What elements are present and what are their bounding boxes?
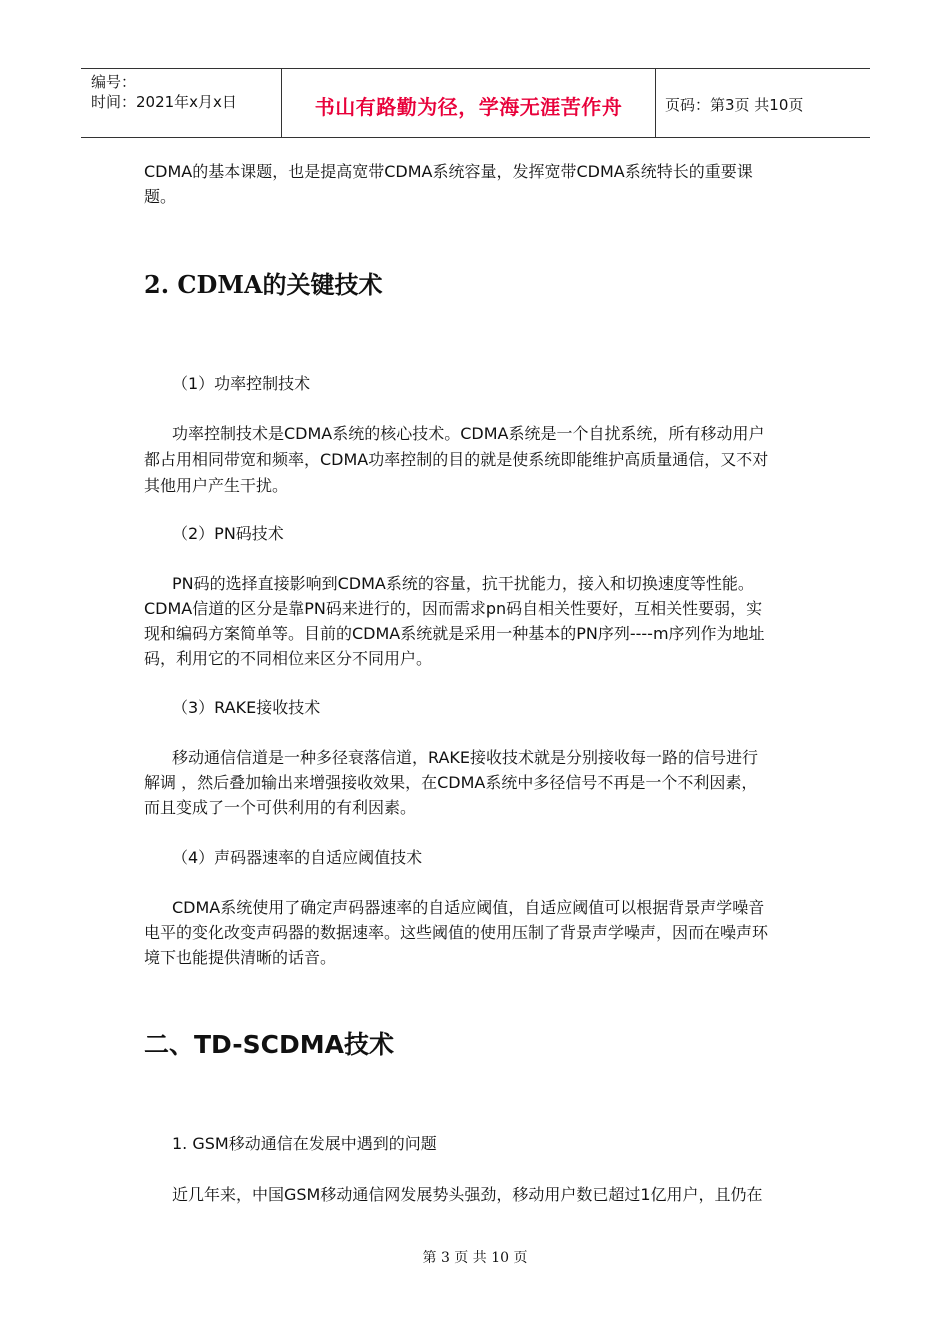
time-label: 时间：2021年x月x日 (91, 93, 237, 111)
paragraph-line: 解调 ，然后叠加输出来增强接收效果，在CDMA系统中多径信号不再是一个不利因素， (144, 773, 758, 792)
paragraph-line: CDMA系统使用了确定声码器速率的自适应阈值，自适应阈值可以根据背景声学噪音 (172, 898, 765, 917)
page-info: 页码：第3页 共10页 (665, 96, 804, 114)
paragraph-line: 境下也能提供清晰的话音。 (144, 948, 337, 967)
paragraph-line: PN码的选择直接影响到CDMA系统的容量，抗干扰能力，接入和切换速度等性能。 (172, 574, 754, 593)
subsection-title: （2）PN码技术 (172, 524, 284, 543)
paragraph-line: 现和编码方案简单等。目前的CDMA系统就是采用一种基本的PN序列----m序列作为地址 (144, 624, 765, 643)
paragraph-line: 电平的变化改变声码器的数据速率。这些阈值的使用压制了背景声学噪声，因而在噪声环 (144, 923, 769, 942)
paragraph-line: 其他用户产生干扰。 (144, 476, 289, 495)
paragraph-line: 近几年来，中国GSM移动通信网发展势头强劲，移动用户数已超过1亿用户，且仍在 (172, 1185, 763, 1204)
paragraph-line: 题。 (144, 187, 177, 206)
section-heading: 2. CDMA的关键技术 (144, 270, 383, 299)
header-meta-cell (81, 69, 281, 137)
subsection-title: 1. GSM移动通信在发展中遇到的问题 (172, 1134, 437, 1153)
paragraph-line: 功率控制技术是CDMA系统的核心技术。CDMA系统是一个自扰系统，所有移动用户 (172, 424, 765, 443)
paragraph-line: 而且变成了一个可供利用的有利因素。 (144, 798, 417, 817)
subsection-title: （3）RAKE接收技术 (172, 698, 321, 717)
paragraph-line: CDMA的基本课题，也是提高宽带CDMA系统容量，发挥宽带CDMA系统特长的重要课 (144, 162, 753, 181)
paragraph-line: CDMA信道的区分是靠PN码来进行的，因而需求pn码自相关性要好，互相关性要弱，实 (144, 599, 763, 618)
paragraph-line: 码，利用它的不同相位来区分不同用户。 (144, 649, 433, 668)
subsection-title: （1）功率控制技术 (172, 374, 311, 393)
number-label: 编号： (91, 73, 137, 91)
subsection-title: （4）声码器速率的自适应阈值技术 (172, 848, 423, 867)
chapter-heading: 二、TD-SCDMA技术 (144, 1030, 394, 1059)
paragraph-line: 都占用相同带宽和频率，CDMA功率控制的目的就是使系统即能维护高质量通信，又不对 (144, 450, 769, 469)
motto: 书山有路勤为径，学海无涯苦作舟 (314, 95, 623, 119)
header-page-cell (655, 69, 870, 137)
header-table (81, 68, 870, 138)
page-footer: 第 3 页 共 10 页 (422, 1250, 528, 1266)
paragraph-line: 移动通信信道是一种多径衰落信道，RAKE接收技术就是分别接收每一路的信号进行 (172, 748, 759, 767)
header-motto-cell (281, 69, 656, 137)
